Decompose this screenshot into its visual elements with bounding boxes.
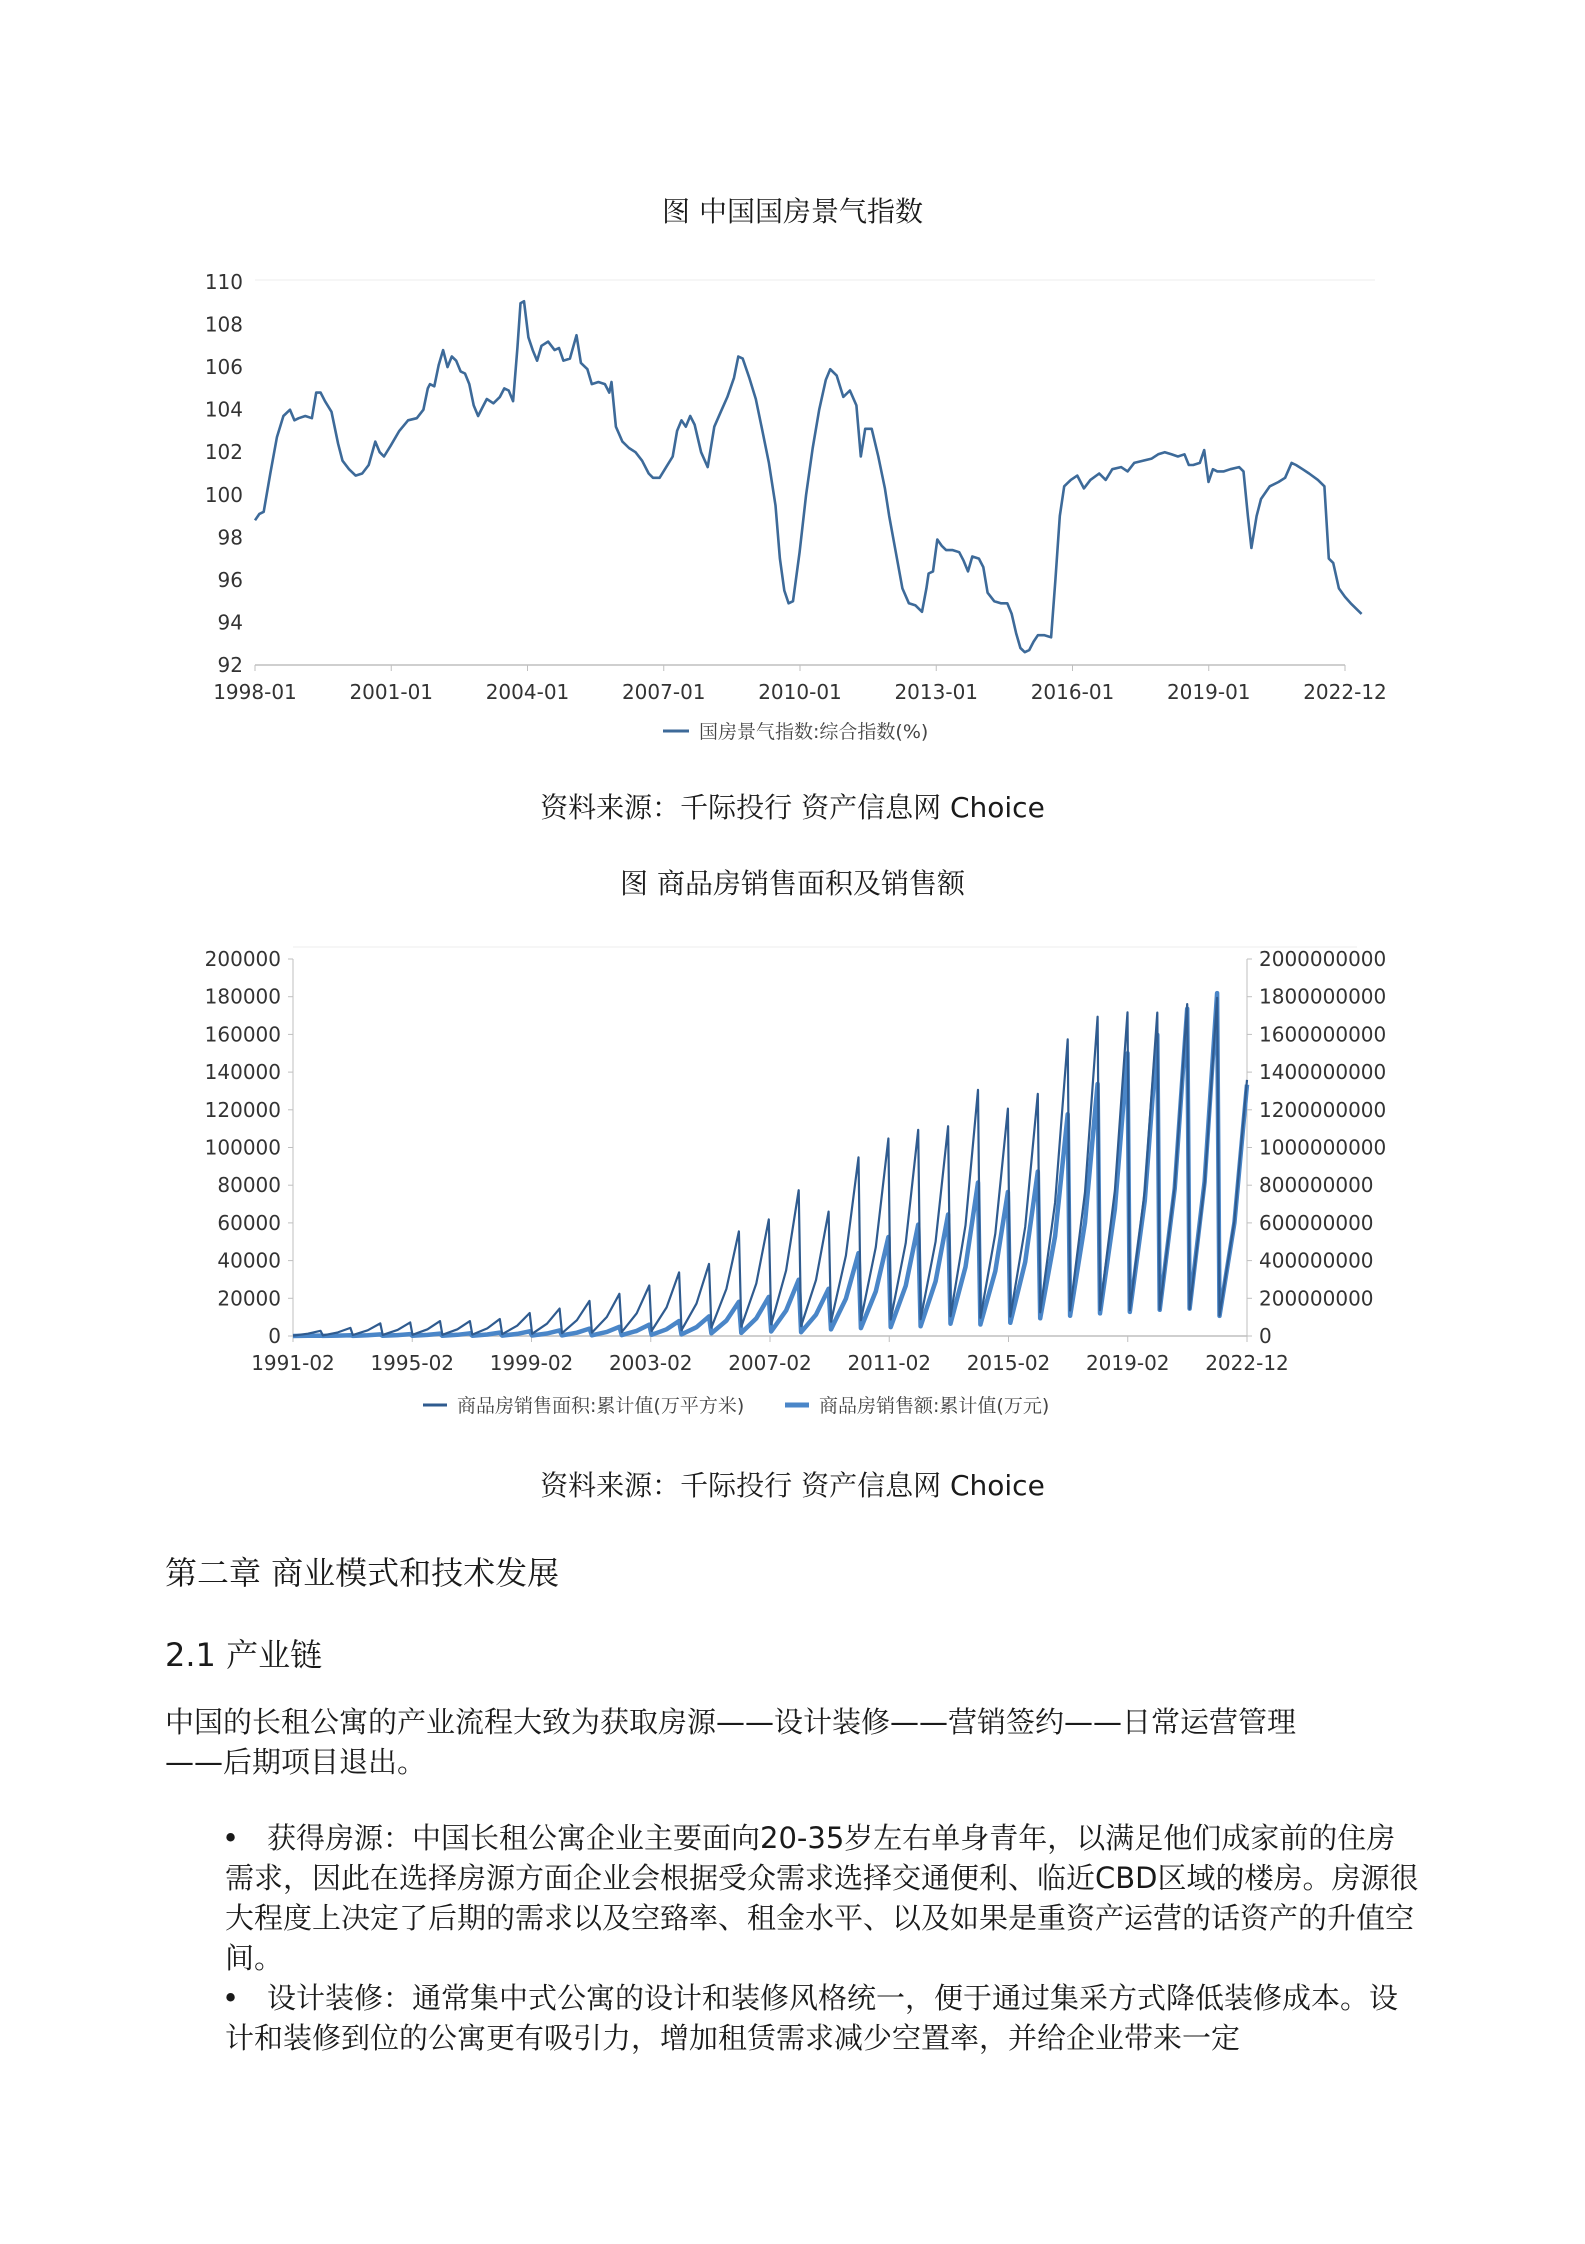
x-tick-label: 2003-02 bbox=[608, 1351, 693, 1375]
x-tick-label: 1998-01 bbox=[213, 680, 297, 704]
y-tick-label: 108 bbox=[204, 312, 243, 337]
bullet-text: 获得房源：中国长租公寓企业主要面向20-35岁左右单身青年，以满足他们成家前的住房需求，因此在选择房源方面企业会根据受众需求选择交通便利、临近CBD区域的楼房。房源很大程度上决定了后期的需求以及空臵率、租金水平、以及如果是重资产运营的话资产的升值空间。 bbox=[225, 1821, 1419, 1975]
figure1-chart bbox=[185, 262, 1415, 762]
x-tick-label: 1995-02 bbox=[370, 1351, 455, 1375]
figure1-svg bbox=[185, 262, 1415, 762]
x-tick-label: 2022-12 bbox=[1205, 1351, 1289, 1375]
y-left-tick-label: 160000 bbox=[204, 1022, 281, 1047]
y-right-tick-label: 600000000 bbox=[1259, 1210, 1374, 1235]
chapter-title: 第二章 商业模式和技术发展 bbox=[165, 1554, 560, 1592]
y-left-tick-label: 20000 bbox=[217, 1286, 281, 1311]
y-tick-label: 98 bbox=[217, 525, 243, 550]
y-right-tick-label: 1200000000 bbox=[1259, 1097, 1387, 1122]
bullet-item-2 bbox=[222, 1978, 1420, 2058]
intro-paragraph bbox=[165, 1702, 1425, 1782]
y-left-tick-label: 100000 bbox=[204, 1135, 281, 1160]
bullet-text: 设计装修：通常集中式公寓的设计和装修风格统一，便于通过集采方式降低装修成本。设计和装修到位的公寓更有吸引力，增加租赁需求减少空置率，并给企业带来一定 bbox=[225, 1981, 1399, 2055]
x-tick-label: 1991-02 bbox=[251, 1351, 335, 1375]
y-tick-label: 96 bbox=[217, 567, 243, 592]
bullet-marker: • bbox=[222, 1981, 240, 2015]
y-tick-label: 104 bbox=[204, 397, 243, 422]
figure2-svg bbox=[185, 932, 1415, 1434]
y-left-tick-label: 140000 bbox=[204, 1060, 281, 1085]
y-tick-label: 100 bbox=[204, 482, 243, 507]
intro-line-1: 中国的长租公寓的产业流程大致为获取房源——设计装修——营销签约——日常运营管理 bbox=[165, 1705, 1297, 1739]
section-title: 2.1 产业链 bbox=[165, 1636, 323, 1674]
intro-line-2: ——后期项目退出。 bbox=[165, 1745, 427, 1779]
y-right-tick-label: 1800000000 bbox=[1259, 984, 1387, 1009]
bullet-item-1 bbox=[222, 1818, 1420, 1978]
x-tick-label: 2022-12 bbox=[1303, 680, 1387, 704]
y-left-tick-label: 0 bbox=[268, 1324, 281, 1348]
x-tick-label: 2011-02 bbox=[847, 1351, 932, 1375]
y-tick-label: 94 bbox=[217, 610, 243, 635]
figure1-source: 资料来源：千际投行 资产信息网 Choice bbox=[540, 791, 1045, 824]
bullet-marker: • bbox=[222, 1821, 240, 1855]
legend-label-amount: 商品房销售额:累计值(万元) bbox=[819, 1395, 1050, 1417]
figure2-source: 资料来源：千际投行 资产信息网 Choice bbox=[540, 1469, 1045, 1502]
y-right-tick-label: 400000000 bbox=[1259, 1248, 1374, 1273]
y-right-tick-label: 1400000000 bbox=[1259, 1060, 1387, 1085]
y-left-tick-label: 200000 bbox=[204, 947, 281, 971]
y-right-tick-label: 1600000000 bbox=[1259, 1022, 1387, 1047]
y-left-tick-label: 60000 bbox=[217, 1210, 281, 1235]
y-tick-label: 106 bbox=[204, 355, 243, 380]
x-tick-label: 2016-01 bbox=[1030, 680, 1115, 704]
x-tick-label: 2007-02 bbox=[728, 1351, 812, 1375]
figure1-caption: 图 中国国房景气指数 bbox=[662, 195, 923, 228]
x-tick-label: 1999-02 bbox=[489, 1351, 574, 1375]
y-right-tick-label: 0 bbox=[1259, 1324, 1272, 1348]
legend-label: 国房景气指数:综合指数(%) bbox=[699, 721, 929, 743]
x-tick-label: 2013-01 bbox=[894, 680, 979, 704]
y-right-tick-label: 1000000000 bbox=[1259, 1135, 1387, 1160]
series-line-housing-index bbox=[255, 301, 1362, 652]
y-left-tick-label: 180000 bbox=[204, 984, 281, 1009]
x-tick-label: 2019-02 bbox=[1085, 1351, 1170, 1375]
y-left-tick-label: 40000 bbox=[217, 1248, 281, 1273]
y-left-tick-label: 120000 bbox=[204, 1097, 281, 1122]
y-tick-label: 110 bbox=[204, 270, 243, 294]
y-right-tick-label: 200000000 bbox=[1259, 1286, 1374, 1311]
y-right-tick-label: 800000000 bbox=[1259, 1173, 1374, 1198]
x-tick-label: 2010-01 bbox=[758, 680, 842, 704]
x-tick-label: 2019-01 bbox=[1166, 680, 1251, 704]
figure2-caption: 图 商品房销售面积及销售额 bbox=[620, 867, 965, 900]
x-tick-label: 2004-01 bbox=[485, 680, 570, 704]
y-right-tick-label: 2000000000 bbox=[1259, 947, 1387, 971]
figure2-chart bbox=[185, 932, 1415, 1434]
x-tick-label: 2015-02 bbox=[966, 1351, 1051, 1375]
series-line-sales-area bbox=[293, 998, 1247, 1336]
legend-label-area: 商品房销售面积:累计值(万平方米) bbox=[457, 1395, 745, 1417]
y-tick-label: 92 bbox=[217, 653, 243, 677]
x-tick-label: 2001-01 bbox=[349, 680, 434, 704]
y-tick-label: 102 bbox=[204, 440, 243, 465]
y-left-tick-label: 80000 bbox=[217, 1173, 281, 1198]
x-tick-label: 2007-01 bbox=[621, 680, 706, 704]
